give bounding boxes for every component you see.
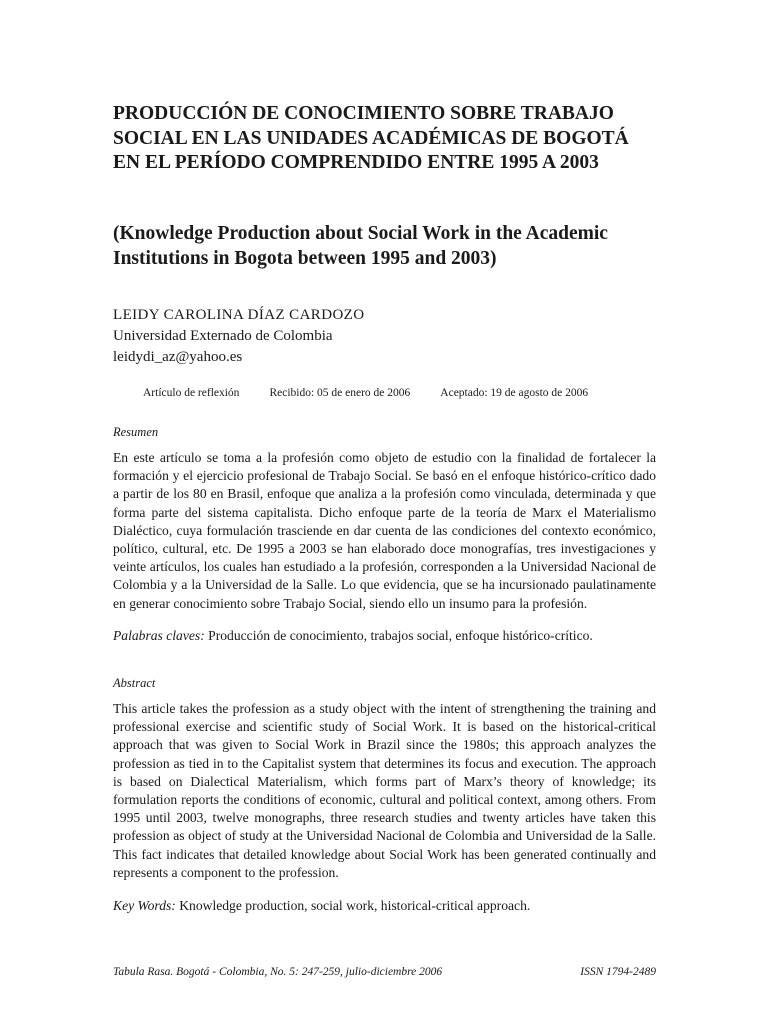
page-footer xyxy=(113,964,656,980)
resumen-keywords xyxy=(113,627,656,645)
article-meta xyxy=(113,385,656,401)
resumen-heading: Resumen xyxy=(113,425,159,439)
article-title-english: (Knowledge Production about Social Work in the Academic Institutions in Bogota between 1995 and 2003) xyxy=(113,223,608,269)
author-affiliation: Universidad Externado de Colombia xyxy=(113,328,333,344)
article-title-spanish: PRODUCCIÓN DE CONOCIMIENTO SOBRE TRABAJO SOCIAL EN LAS UNIDADES ACADÉMICAS DE BOGOTÁ EN EL PERÍODO COMPRENDIDO ENTRE 1995 A 2003 xyxy=(113,103,629,173)
article-type: Artículo de reflexión xyxy=(143,387,240,399)
author-email: leidydi_az@yahoo.es xyxy=(113,349,243,365)
abstract-keywords-value: Knowledge production, social work, historical-critical approach. xyxy=(175,898,531,913)
abstract-keywords xyxy=(113,897,656,915)
received-date: Recibido: 05 de enero de 2006 xyxy=(269,387,411,399)
abstract-heading: Abstract xyxy=(113,676,156,690)
accepted-date: Aceptado: 19 de agosto de 2006 xyxy=(440,387,589,399)
footer-citation: Tabula Rasa. Bogotá - Colombia, No. 5: 247-259, julio-diciembre 2006 xyxy=(113,966,443,978)
author-block xyxy=(113,305,656,368)
resumen-text: En este artículo se toma a la profesión como objeto de estudio con la finalidad de fortalecer la formación y el ejercicio profesional de Trabajo Social. Se basó en el enfoque histórico-crítico dado a partir de los 80 en Brasil, enfoque que analiza a la profesión como vinculada, determinada y que forma parte del sistema capitalista. Dicho enfoque parte de la teoría de Marx el Materialismo Dialéctico, cuya formulación trasciende en dar cuenta de las condiciones del contexto económico, político, cultural, etc. De 1995 a 2003 se han elaborado doce monografías, tres investigaciones y veinte artículos, los cuales han estudiado a la profesión, corresponden a la Universidad Nacional de Colombia y a la Universidad de la Salle. Lo que evidencia, que se ha incursionado paulatinamente en generar conocimiento sobre Trabajo Social, siendo ello un insumo para la profesión. xyxy=(113,450,656,611)
resumen-keywords-value: Producción de conocimiento, trabajos social, enfoque histórico-crítico. xyxy=(204,628,593,643)
abstract-text: This article takes the profession as a study object with the intent of strengthening the training and professional exercise and scientific study of Social Work. It is based on the historical-critical approach that was given to Social Work in Brazil since the 1980s; this approach analyzes the profession as tied in to the Capitalist system that determines its focus and execution. The approach is based on Dialectical Materialism, which forms part of Marx’s theory of knowledge; its formulation reports the conditions of economic, cultural and political context, among others. From 1995 until 2003, twelve monographs, three research studies and twenty articles have taken this profession as object of study at the Universidad Nacional de Colombia and Universidad de la Salle. This fact indicates that detailed knowledge about Social Work has been generated continually and represents a component to the profession. xyxy=(113,701,656,880)
resumen-keywords-label: Palabras claves: xyxy=(113,628,205,643)
author-name: LEIDY CAROLINA DÍAZ CARDOZO xyxy=(113,307,365,323)
abstract-keywords-label: Key Words: xyxy=(113,898,176,913)
footer-issn: ISSN 1794-2489 xyxy=(580,966,656,978)
